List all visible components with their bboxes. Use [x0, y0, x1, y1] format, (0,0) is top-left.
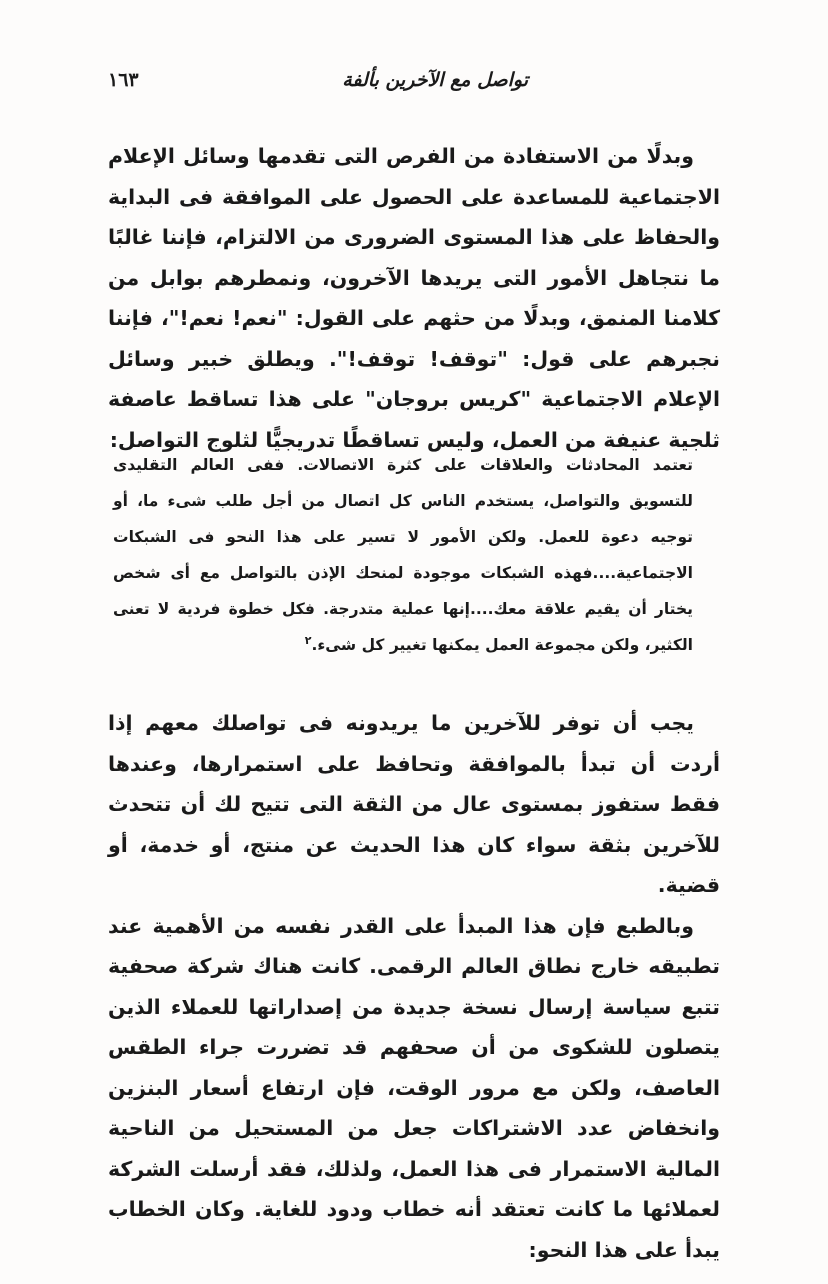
paragraph-2: يجب أن توفر للآخرين ما يريدونه فى تواصلك معهم إذا أردت أن تبدأ بالموافقة وتحافظ على استمرارها، وعندها فقط ستفوز بمستوى عال من الثقة التى تتيح لك أن تتحدث للآخرين بثقة سواء كان هذا الحديث عن منتج، أو خدمة، أو قضية.	[108, 711, 720, 897]
quote-paragraph	[113, 447, 693, 663]
page-header	[108, 62, 718, 98]
closing-paragraphs-block	[108, 703, 720, 1270]
page-number: ١٦٣	[108, 69, 139, 91]
block-quote	[113, 447, 693, 663]
opening-paragraph-block	[108, 136, 720, 460]
paragraph-3: وبالطبع فإن هذا المبدأ على القدر نفسه من الأهمية عند تطبيقه خارج نطاق العالم الرقمى. كانت هناك شركة صحفية تتبع سياسة إرسال نسخة جديدة من إصداراتها للعملاء الذين يتصلون للشكوى من أن صحفهم قد تضررت جراء الطقس العاصف، ولكن مع مرور الوقت، فإن ارتفاع أسعار البنزين وانخفاض عدد الاشتراكات جعل من المستحيل من الناحية المالية الاستمرار فى هذا العمل، ولذلك، فقد أرسلت الشركة لعملائها ما كانت تعتقد أنه خطاب ودود للغاية. وكان الخطاب يبدأ على هذا النحو:	[108, 913, 720, 1262]
quote-text: تعتمد المحادثات والعلاقات على كثرة الاتصالات. ففى العالم التقليدى للتسويق والتواصل، يستخدم الناس كل اتصال من أجل طلب شىء ما، أو توجيه دعوة للعمل. ولكن الأمور لا تسير على هذا النحو فى الشبكات الاجتماعية....فهذه الشبكات موجودة لمنحك الإذن بالتواصل مع أى شخص يختار أن يقيم علاقة معك....إنها عملية متدرجة. فكل خطوة فردية لا تعنى الكثير، ولكن مجموعة العمل يمكنها تغيير كل شىء.	[113, 456, 693, 654]
paragraph-1: وبدلًا من الاستفادة من الفرص التى تقدمها وسائل الإعلام الاجتماعية للمساعدة على الحصول على الموافقة فى البداية والحفاظ على هذا المستوى الضرورى من الالتزام، فإننا غالبًا ما نتجاهل الأمور التى يريدها الآخرون، ونمطرهم بوابل من كلامنا المنمق، وبدلًا من حثهم على القول: "نعم! نعم!"، فإننا نجبرهم على قول: "توقف! توقف!". ويطلق خبير وسائل الإعلام الاجتماعية "كريس بروجان" على هذا تساقط عاصفة ثلجية عنيفة من العمل، وليس تساقطًا تدريجيًّا لثلوج التواصل:	[108, 144, 720, 452]
footnote-marker: ٢	[304, 633, 312, 647]
running-title: تواصل مع الآخرين بألفة	[342, 69, 528, 91]
